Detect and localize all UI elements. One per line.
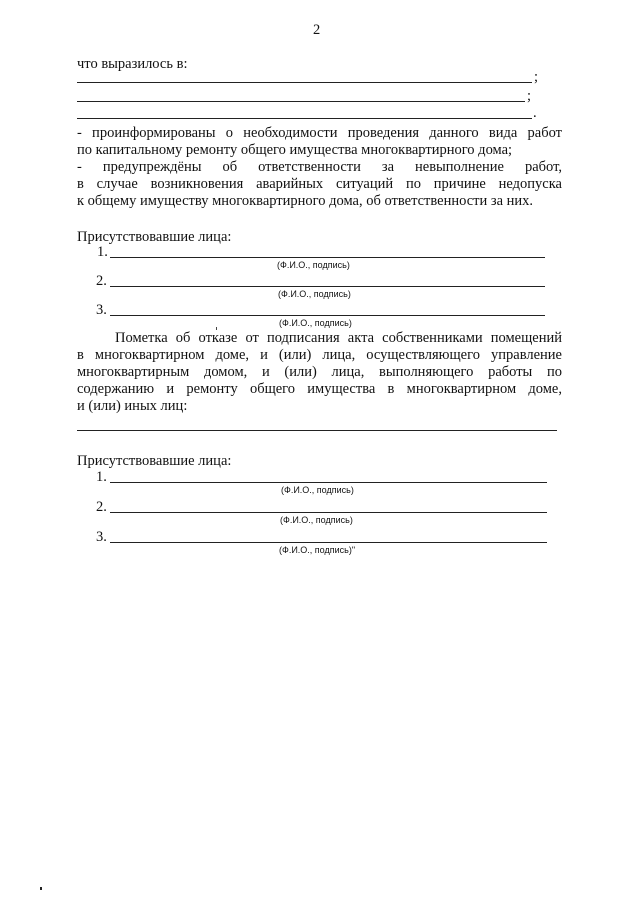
signature-line xyxy=(110,482,547,483)
intro-text: что выразилось в: xyxy=(77,56,188,72)
info-line: в случае возникновения аварийных ситуаций по причине недопуска xyxy=(77,176,562,192)
page-number: 2 xyxy=(313,22,321,38)
blank-line-2-end: ; xyxy=(527,88,532,104)
signer-number: 3. xyxy=(96,302,107,318)
info-line: - проинформированы о необходимости проведения данного вида работ xyxy=(77,125,562,141)
signer-number: 1. xyxy=(97,244,108,260)
signature-caption: (Ф.И.О., подпись) xyxy=(279,318,352,328)
scan-speck xyxy=(40,887,42,890)
refusal-line: многоквартирным домом, и (или) лица, выполняющего работы по xyxy=(77,364,562,380)
present-persons-label: Присутствовавшие лица: xyxy=(77,453,232,469)
signer-number: 2. xyxy=(96,499,107,515)
scan-speck xyxy=(216,327,217,330)
signature-line xyxy=(110,286,545,287)
refusal-paragraph xyxy=(77,330,562,415)
signature-caption: (Ф.И.О., подпись) xyxy=(278,289,351,299)
signer-number: 3. xyxy=(96,529,107,545)
info-line: по капитальному ремонту общего имущества многоквартирного дома; xyxy=(77,142,513,158)
info-line: - предупреждёны об ответственности за невыполнение работ, xyxy=(77,159,562,175)
blank-line-1-end: ; xyxy=(534,69,539,85)
signer-number: 2. xyxy=(96,273,107,289)
signer-number: 1. xyxy=(96,469,107,485)
info-paragraph xyxy=(77,125,562,210)
refusal-line: в многоквартирном доме, и (или) лица, осуществляющего управление xyxy=(77,347,562,363)
signature-line xyxy=(110,512,547,513)
present-persons-label: Присутствовавшие лица: xyxy=(77,229,232,245)
signature-caption: (Ф.И.О., подпись) xyxy=(280,515,353,525)
blank-line-3-end: . xyxy=(533,105,537,121)
refusal-line: Пометка об отказе от подписания акта собственниками помещений xyxy=(115,330,562,346)
refusal-line: содержанию и ремонту общего имущества в многоквартирном доме, xyxy=(77,381,562,397)
blank-line-3 xyxy=(77,118,532,119)
signature-caption: (Ф.И.О., подпись)" xyxy=(279,545,356,555)
signature-line xyxy=(110,542,547,543)
info-line: к общему имуществу многоквартирного дома, об ответственности за них. xyxy=(77,193,534,209)
refusal-line: и (или) иных лиц: xyxy=(77,398,188,414)
blank-line-2 xyxy=(77,101,525,102)
refusal-blank-line xyxy=(77,430,557,431)
blank-line-1 xyxy=(77,82,532,83)
signature-caption: (Ф.И.О., подпись) xyxy=(281,485,354,495)
signature-line xyxy=(110,257,545,258)
signature-line xyxy=(110,315,545,316)
signature-caption: (Ф.И.О., подпись) xyxy=(277,260,350,270)
